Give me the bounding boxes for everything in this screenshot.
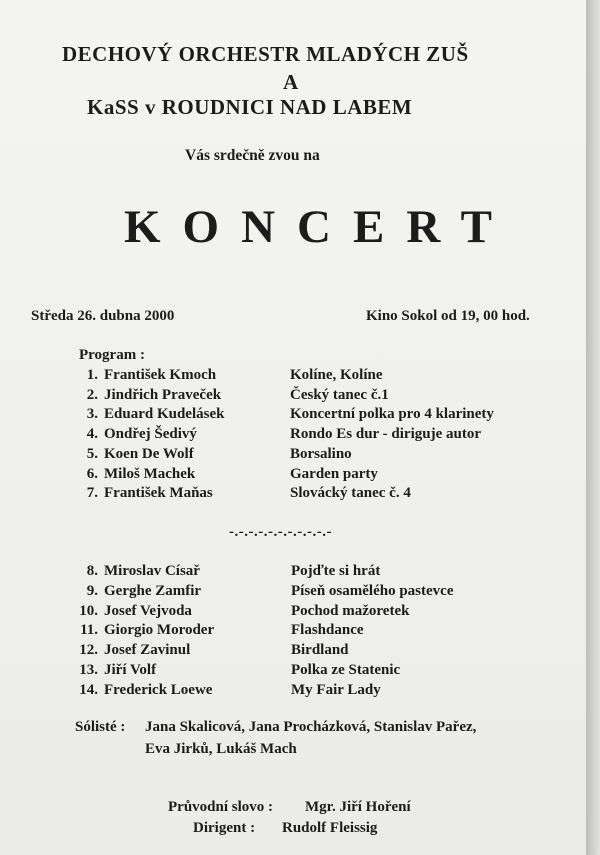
composer-name: Koen De Wolf: [104, 445, 194, 462]
item-number: 8.: [86, 563, 98, 579]
piece-title: Borsalino: [290, 445, 352, 462]
item-number: 9.: [86, 582, 98, 599]
piece-title: Pojďte si hrát: [291, 563, 381, 579]
piece-title: Polka ze Statenic: [291, 662, 401, 678]
composer-name: Gerghe Zamfir: [104, 582, 202, 599]
piece-title: Flashdance: [291, 622, 364, 639]
piece-title: My Fair Lady: [291, 681, 381, 698]
organizer-line-2: A: [283, 70, 299, 94]
narration-name: Mgr. Jiří Hoření: [305, 799, 411, 815]
piece-title: Český tanec č.1: [290, 386, 389, 403]
composer-name: Miloš Machek: [104, 465, 196, 482]
piece-title: Rondo Es dur - diriguje autor: [290, 426, 482, 443]
organizer-line-1: DECHOVÝ ORCHESTR MLADÝCH ZUŠ: [62, 42, 469, 66]
composer-name: Miroslav Císař: [104, 563, 200, 579]
program-heading: Program :: [79, 347, 145, 363]
item-number: 12.: [79, 642, 98, 659]
venue-time: Kino Sokol od 19, 00 hod.: [366, 308, 530, 324]
piece-title: Pochod mažoretek: [291, 602, 410, 619]
soloists-line-1: Jana Skalicová, Jana Procházková, Stanislav Pařez,: [145, 719, 477, 735]
composer-name: František Maňas: [104, 485, 213, 502]
composer-name: Frederick Loewe: [104, 681, 213, 698]
composer-name: Josef Zavinul: [104, 642, 191, 659]
item-number: 1.: [86, 367, 98, 383]
item-number: 7.: [86, 485, 98, 502]
soloists-line-2: Eva Jirků, Lukáš Mach: [145, 741, 297, 757]
program-separator: -.-.-.-.-.-.-.-.-.-.-: [229, 524, 332, 540]
item-number: 4.: [86, 426, 98, 443]
composer-name: Josef Vejvoda: [104, 602, 192, 619]
page-edge: [586, 0, 600, 855]
concert-title: KONCERT: [124, 201, 514, 253]
composer-name: František Kmoch: [104, 367, 217, 383]
item-number: 10.: [79, 602, 98, 619]
item-number: 6.: [86, 465, 98, 482]
composer-name: Giorgio Moroder: [104, 622, 215, 639]
piece-title: Garden party: [290, 465, 378, 482]
composer-name: Eduard Kudelásek: [104, 406, 225, 423]
conductor-name: Rudolf Fleissig: [282, 820, 378, 836]
item-number: 14.: [79, 681, 98, 698]
organizer-line-3: KaSS v ROUDNICI NAD LABEM: [87, 95, 413, 119]
concert-date: Středa 26. dubna 2000: [31, 308, 175, 324]
item-number: 5.: [86, 445, 98, 462]
soloists-label: Sólisté :: [75, 719, 126, 735]
piece-title: Slovácký tanec č. 4: [290, 485, 411, 502]
narration-label: Průvodní slovo :: [168, 799, 274, 815]
item-number: 11.: [80, 622, 98, 639]
invitation-text: Vás srdečně zvou na: [185, 147, 320, 164]
item-number: 2.: [86, 386, 98, 403]
item-number: 3.: [86, 406, 98, 423]
composer-name: Ondřej Šedivý: [104, 426, 197, 443]
piece-title: Birdland: [291, 642, 349, 659]
composer-name: Jiří Volf: [104, 662, 157, 678]
piece-title: Píseň osamělého pastevce: [291, 582, 454, 599]
piece-title: Koncertní polka pro 4 klarinety: [290, 406, 494, 423]
conductor-label: Dirigent :: [193, 820, 256, 836]
piece-title: Kolíne, Kolíne: [290, 367, 383, 383]
item-number: 13.: [79, 662, 98, 678]
composer-name: Jindřich Praveček: [104, 386, 222, 403]
